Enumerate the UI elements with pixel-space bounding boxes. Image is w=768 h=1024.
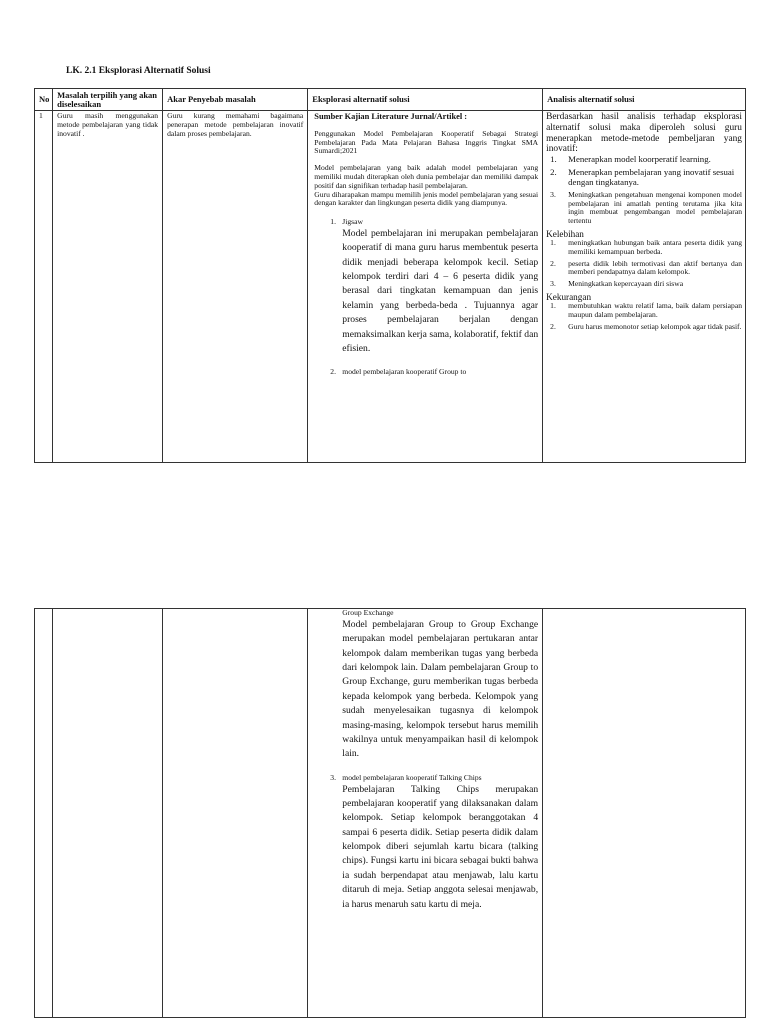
item-text: peserta didik lebih termotivasi dan aktif bertanya dan memberi pendapatnya dalam kelompok. xyxy=(568,258,742,277)
item-text: Menerapkan pembelajaran yang inovatif sesuai dengan tingkatanya. xyxy=(568,167,735,187)
item-body: Model pembelajaran Group to Group Exchange merupakan model pembelajaran pertukaran antar kelompok dalam memberikan tugas yang berbeda dari kelompok lain. Dalam pembelajaran Group to Group Exchange, guru memberikan tugas berbeda kepada kelompok yang berbeda. Kelompok yang sudah menyelesaikan tugasnya di kelompok masing-masing, kelompok tersebut harus memilih wakilnya untuk menyampaikan hasil di kelompok lain. xyxy=(342,618,539,760)
list-item xyxy=(550,168,742,188)
item-text: meningkatkan hubungan baik antara peserta didik yang memiliki kemampuan berbeda. xyxy=(568,237,742,256)
cont-masalah xyxy=(53,609,163,1018)
para-1: Model pembelajaran yang baik adalah model pembelajaran yang memiliki mudah diterapkan oleh dunia pembelajar dan memiliki dampak positif dan signifikan terhadap hasil pembelajaran. xyxy=(314,163,539,190)
kekurangan-label: Kekurangan xyxy=(546,291,592,302)
list-item xyxy=(550,260,742,278)
row-analisis xyxy=(543,111,746,463)
header-analisis: Analisis alternatif solusi xyxy=(543,89,746,111)
item-number: 2. xyxy=(550,167,557,178)
item-body: Pembelajaran Talking Chips merupakan pembelajaran kooperatif yang dilaksanakan dalam kelompok. Setiap kelompok beranggotakan 4 sampai 6 peserta didik. Setiap peserta didik dalam kelompok diberi sejumlah kartu bicara (talking chips). Fungsi kartu ini bicara sebagai bukti bahwa ia sudah berpendapat atau menjawab, lalu kartu ditaruh di meja. Setiap anggota selesai menjawab, ia harus menaruh satu kartu di meja. xyxy=(342,783,539,910)
list-item xyxy=(550,155,742,165)
item-number: 1. xyxy=(550,237,556,247)
cont-eksplorasi xyxy=(308,609,543,1018)
source-title: Penggunakan Model Pembelajaran Kooperatif Sebagai Strategi Pembelajaran Pada Mata Pelajaran Bahasa Inggris Tingkat SMA Sumardi;2021 xyxy=(314,128,539,156)
analysis-intro: Berdasarkan hasil analisis terhadap eksplorasi alternatif solusi maka diperoleh solusi guru menerapkan metode-metode pembeljaran yang inovatif: xyxy=(546,112,742,155)
row-eksplorasi xyxy=(308,111,543,463)
item-number: 2. xyxy=(550,258,556,268)
row-no: 1 xyxy=(35,111,53,463)
list-item xyxy=(330,774,538,912)
table-row xyxy=(35,111,746,463)
item-number: 3. xyxy=(550,279,556,289)
list-item xyxy=(550,239,742,257)
item-title: model pembelajaran kooperatif Talking Chips xyxy=(342,772,482,782)
item-text: membutuhkan waktu relatif lama, baik dalam persiapan maupun dalam pembelajaran. xyxy=(568,300,742,319)
kelebihan-label: Kelebihan xyxy=(546,228,584,239)
solution-table xyxy=(34,88,746,463)
item-body: Model pembelajaran ini merupakan pembelajaran kooperatif di mana guru harus membentuk peserta didik menjadi beberapa kelompok kecil. Setiap kelompok terdiri dari 4 – 6 peserta didik yang berasal dari tingkatan kemampuan dan jenis kelamin yang berbeda-beda . Tujuannya agar proses pembelajaran berjalan dengan memaksimalkan kerja sama, kolaboratif, fektif dan efisien. xyxy=(342,227,539,355)
header-masalah: Masalah terpilih yang akan diselesaikan xyxy=(53,89,163,111)
solution-table-continued xyxy=(34,608,746,1018)
list-item-continued xyxy=(330,609,538,762)
item-title-continued: Group Exchange xyxy=(342,608,394,617)
source-heading: Sumber Kajian Literature Jurnal/Artikel : xyxy=(314,112,468,121)
table-row xyxy=(35,609,746,1018)
item-title: Jigsaw xyxy=(342,217,363,227)
cont-akar xyxy=(163,609,308,1018)
row-akar: Guru kurang memahami bagaimana penerapan metode pembelajaran inovatif dalam proses pembelajaran. xyxy=(163,111,308,463)
item-number: 1. xyxy=(550,154,557,165)
list-item xyxy=(550,302,742,320)
header-eksplorasi: Eksplorasi alternatif solusi xyxy=(308,89,543,111)
item-number: 1. xyxy=(550,300,556,310)
item-text: Guru harus memonotor setiap kelompok agar tidak pasif. xyxy=(568,321,742,331)
item-text: Meningkatkan pengetahuan mengenai komponen model pembelajaran ini amatlah penting terutama jika kita ingin membuat pengembangan model pembelajaran tertentu xyxy=(568,189,742,226)
list-item xyxy=(330,218,538,356)
item-number: 2. xyxy=(330,367,336,377)
item-text: Menerapkan model koorperatif learning. xyxy=(568,154,711,165)
item-title: model pembelajaran kooperatif Group to xyxy=(342,367,467,377)
cont-no xyxy=(35,609,53,1018)
para-2: Guru diharapakan mampu memilih jenis model pembelajaran yang sesuai dengan karakter dan lingkungan peserta didik yang diampunya. xyxy=(314,189,539,208)
list-item xyxy=(550,191,742,226)
item-number: 2. xyxy=(550,321,556,331)
header-no: No xyxy=(35,89,53,111)
item-number: 3. xyxy=(330,772,336,782)
list-item xyxy=(330,368,538,377)
item-text: Meningkatkan kepercayaan diri siswa xyxy=(568,279,684,289)
row-masalah: Guru masih menggunakan metode pembelajaran yang tidak inovatif . xyxy=(53,111,163,463)
header-akar: Akar Penyebab masalah xyxy=(163,89,308,111)
header-row xyxy=(35,89,746,111)
item-number: 3. xyxy=(550,189,556,199)
page-title: LK. 2.1 Eksplorasi Alternatif Solusi xyxy=(66,66,211,76)
list-item xyxy=(550,280,742,289)
list-item xyxy=(550,323,742,332)
item-number: 1. xyxy=(330,217,336,227)
cont-analisis xyxy=(543,609,746,1018)
